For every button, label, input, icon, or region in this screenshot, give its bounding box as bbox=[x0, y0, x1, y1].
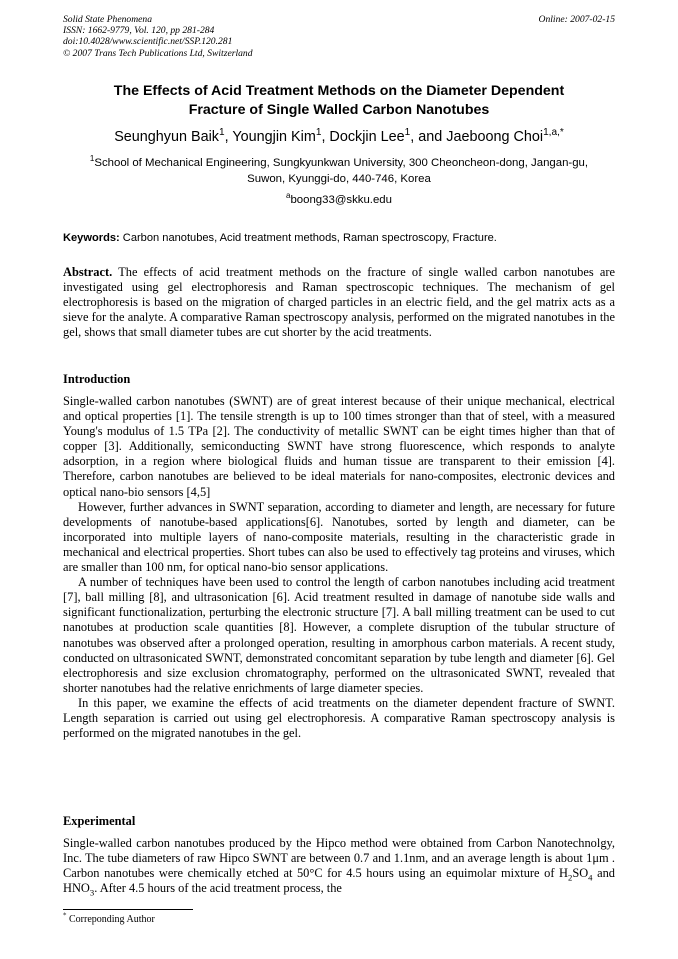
experimental-body bbox=[63, 836, 615, 896]
title-line-2: Fracture of Single Walled Carbon Nanotubes bbox=[188, 102, 490, 118]
author-4: , and Jaeboong Choi bbox=[410, 129, 544, 145]
paper-title bbox=[63, 82, 615, 120]
abstract bbox=[63, 265, 615, 340]
author-2-affil: 1 bbox=[315, 127, 322, 139]
footnote-divider bbox=[63, 909, 193, 910]
experimental-text-a: Single-walled carbon nanotubes produced by the Hipco method were obtained from Carbon Nanotechnolgy, Inc. The tube diameters of raw Hipco SWNT are between 0.7 and 1.1nm, and an average length is about 1μm . Carbon nanotubes were chemically etched at 50°C for 4.5 hours using an equimolar mixture of H bbox=[63, 836, 615, 881]
keywords bbox=[63, 231, 615, 246]
affiliation-mark: 1 bbox=[89, 154, 95, 164]
experimental-heading: Experimental bbox=[63, 814, 136, 828]
keywords-text: Carbon nanotubes, Acid treatment methods, Raman spectroscopy, Fracture. bbox=[119, 232, 497, 244]
keywords-label: Keywords: bbox=[63, 232, 120, 244]
intro-paragraph-3: A number of techniques have been used to control the length of carbon nanotubes including acid treatment [7], ball milling [8], and ultrasonication [6]. Acid treatment resulted in damage of nanotube side walls and significant functionalization, perturbing the electronic structure [7]. A ball milling treatment can be used to cut nanotubes at production scale quantities [8]. However, a complete disruption of the tubular structure of nanotubes was observed after a prolonged operation, resulting in amorphous carbon materials. A recent study, conducted on ultrasonicated SWNT, demonstrated concomitant separation by tube length and diameter [6]. Gel electrophoresis and size exclusion chromatography, performed on the ultrasonicated SWNT, revealed that shorter nanotubes had the relative enrichments of large diameter species. bbox=[63, 575, 615, 695]
affiliation-line-1: School of Mechanical Engineering, Sungkyunkwan University, 300 Cheoncheon-dong, Jangan-gu, bbox=[94, 157, 589, 169]
author-3-affil: 1 bbox=[404, 127, 411, 139]
email-mark: a bbox=[286, 191, 291, 201]
journal-doi: doi:10.4028/www.scientific.net/SSP.120.281 bbox=[63, 36, 233, 48]
author-2: , Youngjin Kim bbox=[224, 129, 316, 145]
affiliation bbox=[63, 155, 615, 187]
affiliation-line-2: Suwon, Kyunggi-do, 440-746, Korea bbox=[247, 173, 431, 185]
author-list bbox=[63, 128, 615, 146]
email-address: boong33@skku.edu bbox=[290, 194, 392, 206]
footnote-mark: * bbox=[63, 911, 67, 920]
intro-paragraph-4: In this paper, we examine the effects of acid treatments on the diameter dependent fracture of SWNT. Length separation is carried out using gel electrophoresis. A comparative Raman spectroscopy analysis is performed on the migrated nanotubes in the gel. bbox=[63, 695, 615, 741]
experimental-text-b: SO bbox=[572, 866, 589, 881]
experimental-text-c: and HNO bbox=[63, 866, 615, 896]
intro-paragraph-1: Single-walled carbon nanotubes (SWNT) are of great interest because of their unique mechanical, electrical and optical properties [1]. The tensile strength is up to 100 times stronger than that of steel, with a measured Young's modulus of 1.5 TPa [2]. The conductivity of metallic SWNT can be eight times higher than that of copper [3]. Additionally, semiconducting SWNT have strong fluorescence, which responds to analyte adsorption, in a region where biological fluids and human tissue are transparent to their emission [4]. Therefore, carbon nanotubes are believed to be ideal materials for nano-composites, electronic devices and optical nano-bio sensors [4,5] bbox=[63, 394, 615, 499]
author-4-affil: 1,a,* bbox=[543, 127, 564, 139]
introduction-heading: Introduction bbox=[63, 372, 131, 386]
experimental-sub-3: 3 bbox=[89, 887, 95, 898]
experimental-paragraph-1 bbox=[63, 836, 615, 896]
abstract-text: The effects of acid treatment methods on the fracture of single walled carbon nanotubes are investigated using gel electrophoresis and Raman spectroscopic techniques. The mechanism of gel electrophoresis is based on the migration of charged particles in an electric field, and the gel matrix acts as a sieve for the analyte. A comparative Raman spectroscopy analysis, performed on the migrated nanotubes in the gel, shows that small diameter tubes are cut shorter by the acid treatments. bbox=[63, 265, 615, 340]
email bbox=[63, 193, 615, 208]
journal-issn: ISSN: 1662-9779, Vol. 120, pp 281-284 bbox=[63, 25, 215, 37]
journal-copyright: © 2007 Trans Tech Publications Ltd, Switzerland bbox=[63, 47, 253, 59]
journal-name: Solid State Phenomena bbox=[63, 14, 152, 25]
footnote-text: Correponding Author bbox=[66, 914, 155, 925]
journal-header bbox=[63, 14, 615, 59]
experimental-text-d: . After 4.5 hours of the acid treatment process, the bbox=[94, 881, 342, 896]
author-1-affil: 1 bbox=[219, 127, 225, 139]
footnote bbox=[63, 911, 155, 926]
online-date: Online: 2007-02-15 bbox=[538, 14, 615, 25]
abstract-label: Abstract. bbox=[63, 265, 113, 279]
experimental-sub-1: 2 bbox=[568, 872, 573, 883]
experimental-sub-2: 4 bbox=[588, 872, 593, 883]
author-1: Seunghyun Baik bbox=[114, 129, 219, 145]
introduction-body bbox=[63, 394, 615, 741]
author-3: , Dockjin Lee bbox=[321, 129, 405, 145]
intro-paragraph-2: However, further advances in SWNT separation, according to diameter and length, are necessary for future developments of nanotube-based applications[6]. Nanotubes, sorted by length and diameter, can be incorporated into multiple layers of nano-composite materials, resulting in the characteristic grade in mechanical and electrical properties. Short tubes can also be used to effectively tag proteins and viruses, which are smaller than 100 nm, for optical nano-bio sensor applications. bbox=[63, 499, 615, 575]
title-line-1: The Effects of Acid Treatment Methods on the Diameter Dependent bbox=[113, 83, 565, 99]
